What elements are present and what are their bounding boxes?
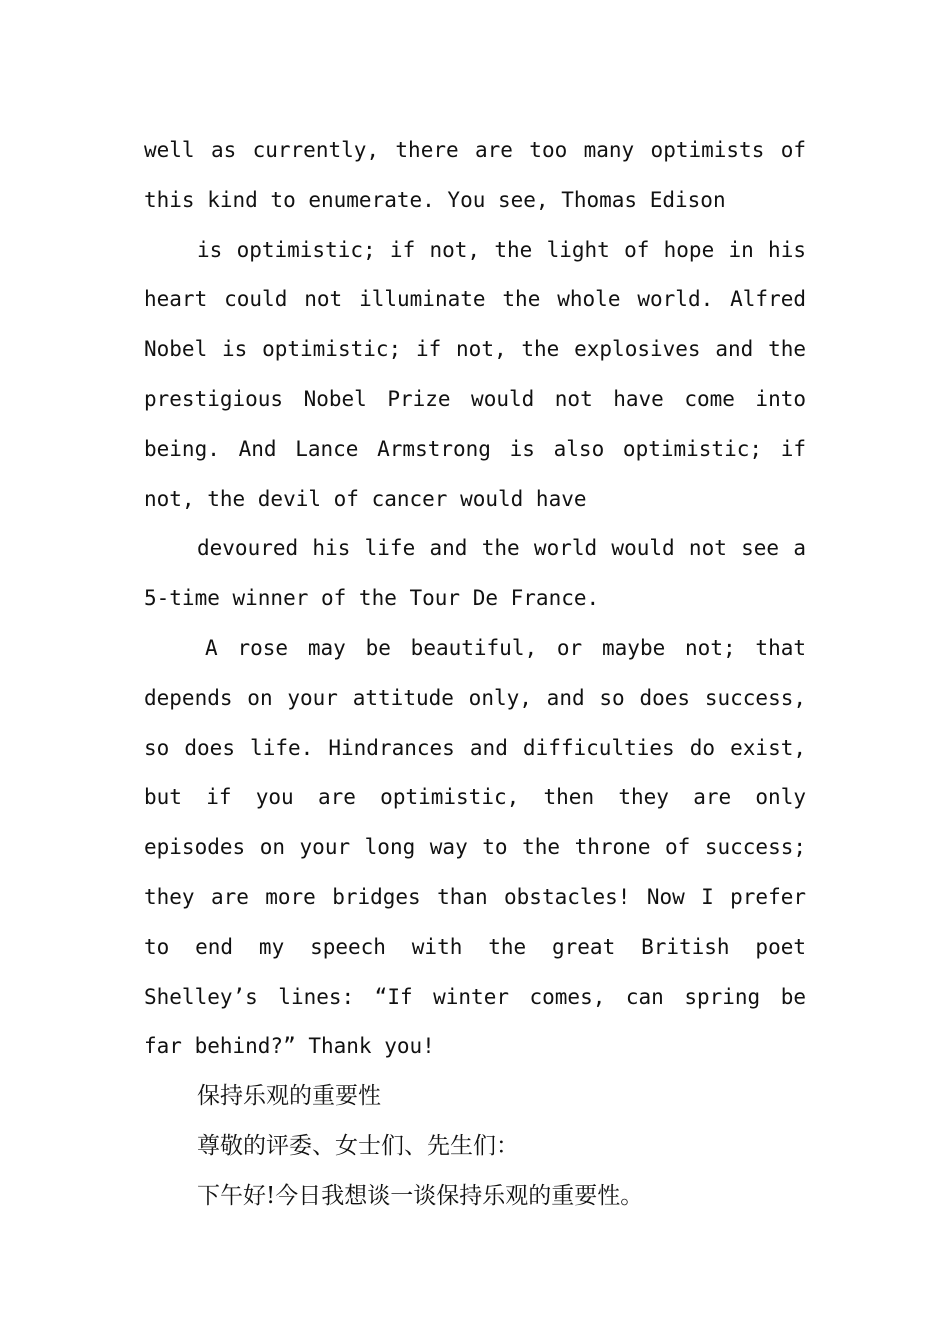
text-line: is optimistic; if not, the light of hope in his <box>197 237 806 262</box>
text-line: 5-time winner of the Tour De France. <box>144 586 600 611</box>
text-line: Shelley’s lines: “If winter comes, can spring be <box>144 984 806 1009</box>
text-line: this kind to enumerate. You see, Thomas Edison <box>144 187 726 212</box>
chinese-opening: 下午好!今日我想谈一谈保持乐观的重要性。 <box>197 1182 644 1209</box>
document-page <box>144 126 806 1222</box>
text-line: devoured his life and the world would not see a <box>197 536 806 561</box>
text-line: well as currently, there are too many optimists of <box>144 138 806 162</box>
text-line: far behind?” Thank you! <box>144 1034 435 1059</box>
chinese-title: 保持乐观的重要性 <box>197 1083 381 1110</box>
text-line: but if you are optimistic, then they are only <box>144 785 806 810</box>
text-line: depends on your attitude only, and so does success, <box>144 685 806 710</box>
chinese-salutation: 尊敬的评委、女士们、先生们： <box>197 1132 519 1159</box>
text-line: A rose may be beautiful, or maybe not; that <box>205 635 806 660</box>
text-line: heart could not illuminate the whole world. Alfred <box>144 287 806 312</box>
text-line: episodes on your long way to the throne of success; <box>144 835 806 860</box>
text-line: to end my speech with the great British poet <box>144 934 806 959</box>
text-line: being. And Lance Armstrong is also optimistic; if <box>144 436 806 461</box>
text-line: not, the devil of cancer would have <box>144 486 587 511</box>
text-line: prestigious Nobel Prize would not have come into <box>144 386 806 411</box>
text-line: they are more bridges than obstacles! Now I prefer <box>144 884 806 909</box>
text-line: Nobel is optimistic; if not, the explosives and the <box>144 337 806 362</box>
text-line: so does life. Hindrances and difficulties do exist, <box>144 735 806 760</box>
